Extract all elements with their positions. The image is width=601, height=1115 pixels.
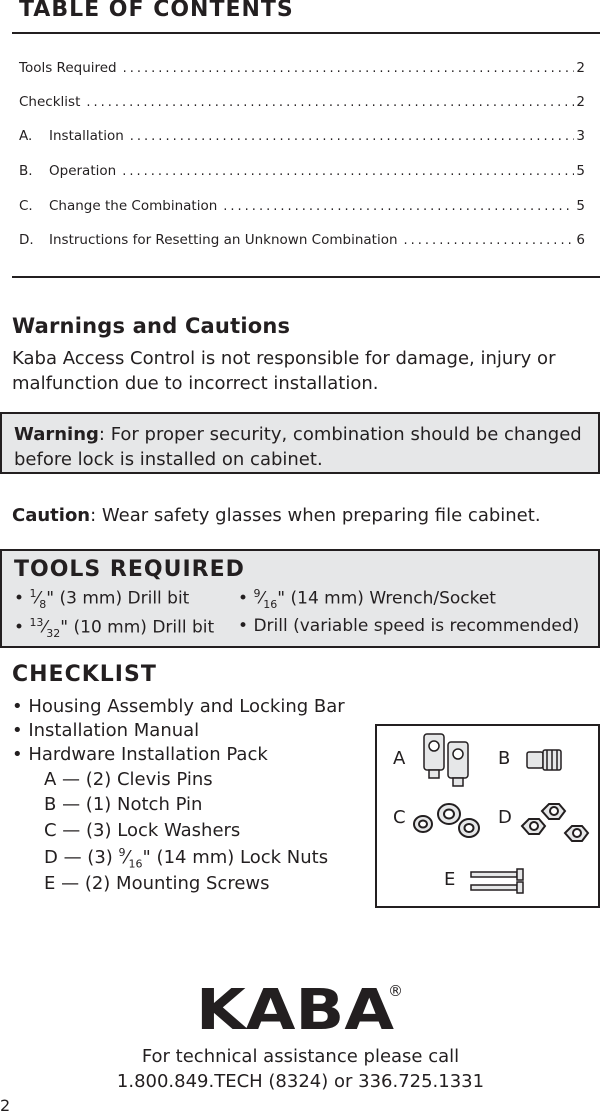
fraction-numerator: 1	[29, 587, 37, 600]
fraction-numerator: 13	[29, 616, 44, 629]
warning-label: Warning	[14, 424, 99, 445]
tool-text: " (14 mm) Wrench/Socket	[277, 588, 496, 609]
warning-box	[0, 412, 600, 474]
support-phone: 1.800.849.TECH (8324) or 336.725.1331	[116, 1071, 485, 1092]
toc-leader-dots	[130, 129, 575, 144]
checklist-title: CHECKLIST	[12, 662, 157, 687]
toc-entry-page: 6	[576, 232, 585, 248]
toc-leader-dots	[122, 164, 574, 179]
tool-text: " (10 mm) Drill bit	[60, 617, 215, 638]
toc-entry-label: Instructions for Resetting an Unknown Combination	[49, 232, 398, 248]
checklist-sub-item: E — (2) Mounting Screws	[44, 873, 270, 894]
toc-entry-label: Operation	[49, 163, 117, 179]
warning-text-line-1: : For proper security, combination should be changed	[98, 424, 582, 445]
toc-leader-dots	[123, 61, 575, 76]
toc-entry-label: Checklist	[19, 94, 81, 110]
fraction-numerator: 9	[253, 587, 261, 600]
toc-entry-tools-required[interactable]	[19, 60, 585, 80]
hardware-parts-illustration	[375, 724, 600, 908]
tool-item-drill-bit-small: • $^1⁄_8$" (3 mm) Drill bit	[14, 587, 190, 612]
toc-entry-installation[interactable]	[19, 128, 585, 148]
lock-washer-icon	[414, 804, 479, 837]
warning-text	[14, 422, 598, 472]
fraction-denominator: 16	[263, 598, 278, 612]
part-label-e: E	[444, 869, 456, 890]
clevis-pin-icon	[424, 734, 468, 786]
toc-top-rule	[12, 32, 600, 34]
caution-text	[12, 503, 541, 528]
tool-text: Drill (variable speed is recommended)	[253, 616, 580, 636]
toc-entry-change-combination[interactable]	[19, 198, 585, 218]
page-number: 2	[0, 1096, 11, 1115]
sub-item-prefix: D — (3)	[44, 847, 119, 868]
caution-label: Caution	[12, 505, 91, 526]
part-label-c: C	[393, 807, 406, 828]
lock-nut-icon	[522, 804, 588, 841]
bullet: •	[238, 616, 254, 636]
tools-required-title: TOOLS REQUIRED	[14, 557, 245, 582]
checklist-item: • Housing Assembly and Locking Bar	[12, 696, 345, 717]
checklist-sub-item: C — (3) Lock Washers	[44, 820, 241, 841]
kaba-logo-text: KABA	[196, 980, 395, 1036]
toc-entry-checklist[interactable]	[19, 94, 585, 114]
toc-entry-page: 2	[576, 60, 585, 76]
fraction-numerator: 9	[118, 846, 126, 859]
parts-drawing	[377, 726, 598, 906]
toc-entry-label: Tools Required	[19, 60, 117, 76]
fraction-denominator: 16	[128, 857, 143, 871]
toc-entry-page: 5	[576, 163, 585, 179]
toc-leader-dots	[86, 95, 574, 110]
bullet: •	[14, 617, 30, 638]
toc-entry-letter: B.	[19, 163, 33, 179]
tools-required-box	[0, 549, 600, 648]
checklist-sub-item-lock-nuts: D — (3) $^9⁄_{16}$" (14 mm) Lock Nuts	[44, 846, 329, 871]
part-label-b: B	[498, 748, 511, 769]
toc-title: TABLE OF CONTENTS	[19, 0, 294, 22]
toc-entry-reset-unknown-combination[interactable]	[19, 232, 585, 252]
toc-entry-letter: C.	[19, 198, 33, 214]
fraction-denominator: 8	[39, 598, 47, 612]
tool-item-drill-bit-large: • $^{13}⁄_{32}$" (10 mm) Drill bit	[14, 616, 215, 641]
fraction-denominator: 32	[46, 627, 61, 641]
notch-pin-icon	[527, 750, 561, 770]
caution-body: : Wear safety glasses when preparing file cabinet.	[90, 505, 541, 526]
toc-entry-page: 3	[576, 128, 585, 144]
checklist-item: • Installation Manual	[12, 720, 200, 741]
toc-leader-dots	[404, 233, 575, 248]
support-line-1: For technical assistance please call	[141, 1046, 460, 1067]
toc-entry-label: Change the Combination	[49, 198, 218, 214]
toc-entry-page: 5	[576, 198, 585, 214]
toc-entry-label: Installation	[49, 128, 124, 144]
part-label-d: D	[498, 807, 512, 828]
checklist-item: • Hardware Installation Pack	[12, 744, 268, 765]
toc-entry-page: 2	[576, 94, 585, 110]
disclaimer-line-1: Kaba Access Control is not responsible for damage, injury or	[12, 348, 556, 369]
registered-mark: ®	[388, 982, 403, 1000]
bullet: •	[14, 588, 30, 609]
toc-entry-letter: D.	[19, 232, 34, 248]
part-label-a: A	[393, 748, 406, 769]
toc-entry-letter: A.	[19, 128, 33, 144]
checklist-sub-item: B — (1) Notch Pin	[44, 794, 203, 815]
warning-text-line-2: before lock is installed on cabinet.	[14, 449, 323, 470]
warnings-heading: Warnings and Cautions	[12, 314, 291, 338]
tool-text: " (3 mm) Drill bit	[46, 588, 190, 609]
toc-leader-dots	[223, 199, 574, 214]
checklist-sub-item: A — (2) Clevis Pins	[44, 769, 213, 790]
tool-item-wrench: • $^9⁄_{16}$" (14 mm) Wrench/Socket	[238, 587, 496, 612]
sub-item-rest: " (14 mm) Lock Nuts	[142, 847, 329, 868]
tool-item-drill	[238, 616, 579, 636]
kaba-logo	[196, 980, 406, 1036]
toc-entry-operation[interactable]	[19, 163, 585, 183]
toc-bottom-rule	[12, 276, 600, 278]
mounting-screw-icon	[471, 869, 523, 893]
bullet: •	[238, 588, 254, 609]
disclaimer-line-2: malfunction due to incorrect installation.	[12, 373, 379, 394]
